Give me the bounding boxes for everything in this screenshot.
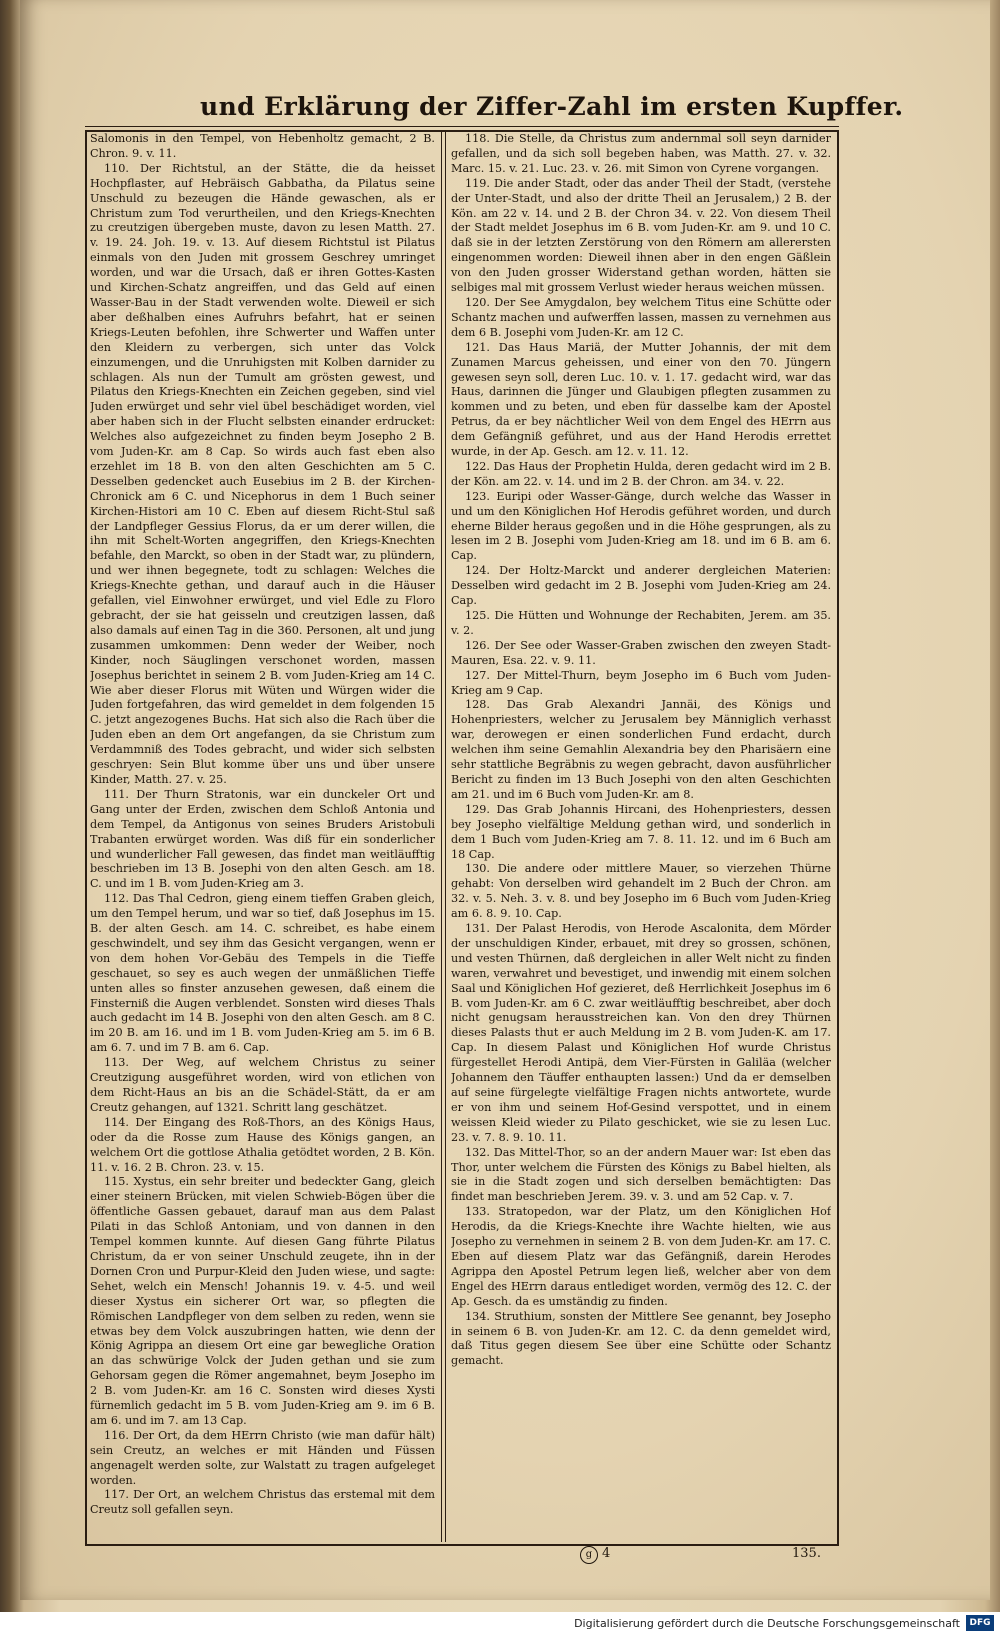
entry-129: 129. Das Grab Johannis Hircani, des Hohenpriesters, dessen bey Josepho vielfältige Meldung gethan wird, und sonderlich in dem 1 Buch vom Juden-Krieg am 7. 8. 11. 12. und im 6 Buch am 18 Cap. xyxy=(451,802,831,861)
entry-109-continuation: Salomonis in den Tempel, von Hebenholtz gemacht, 2 B. Chron. 9. v. 11. xyxy=(90,132,435,160)
page-number: 135. xyxy=(792,1546,821,1561)
signature-letter: g xyxy=(580,1546,598,1564)
column-divider xyxy=(441,130,442,1542)
entry-118: 118. Die Stelle, da Christus zum andernmal soll seyn darnider gefallen, und da sich soll begeben haben, was Matth. 27. v. 32. Marc. 15. v. 21. Luc. 23. v. 26. mit Simon von Cyrene vorgangen. xyxy=(451,132,831,175)
page-header-title: und Erklärung der Ziffer-Zahl im ersten Kupffer. xyxy=(200,92,904,121)
top-rule xyxy=(85,126,839,127)
dfg-logo-icon: DFG xyxy=(966,1615,994,1631)
left-column xyxy=(90,132,435,1540)
entry-112: 112. Das Thal Cedron, gieng einem tieffen Graben gleich, um den Tempel herum, und war so tief, daß Josephus im 15. B. der alten Gesch. am 14. C. schreibet, es habe einem geschwindelt, und sey ihm das Gesicht vergangen, wenn er von dem hohen Vor-Gebäu des Tempels in die Tieffe geschauet, so sey es auch wegen der unmäßlichen Tieffe unten alles so finster anzusehen gewesen, daß einem die Finsterniß die Augen verblendet. Sonsten wird dieses Thals auch gedacht im 14 B. Josephi von den alten Gesch. am 8 C. im 20 B. am 16. und im 1 B. vom Juden-Krieg am 5. im 6 B. am 6. 7. und im 7 B. am 6. Cap. xyxy=(90,892,435,1055)
entry-123: 123. Euripi oder Wasser-Gänge, durch welche das Wasser in und um den Königlichen Hof Herodis geführet worden, und durch eherne Bilder heraus gegoßen und in die Höhe gesprungen, als zu lesen im 2 B. Josephi vom Juden-Krieg am 18. und im 6 B. am 6. Cap. xyxy=(451,489,831,563)
entry-113: 113. Der Weg, auf welchem Christus zu seiner Creutzigung ausgeführet worden, wird von etlichen von dem Richt-Haus an bis an die Schädel-Stätt, da er am Creutz gehangen, auf 1321. Schritt lang geschätzet. xyxy=(90,1056,435,1114)
entry-116: 116. Der Ort, da dem HErrn Christo (wie man dafür hält) sein Creutz, an welches er mit Händen und Füssen angenagelt werden solte, zur Walstatt zu tragen aufgeleget worden. xyxy=(90,1428,435,1487)
entry-119: 119. Die ander Stadt, oder das ander Theil der Stadt, (verstehe der Unter-Stadt, und also der dritte Theil an Jerusalem,) 2 B. der Kön. am 22 v. 14. und 2 B. der Chron 34. v. 22. Von diesem Theil der Stadt meldet Josephus im 6 B. vom Juden-Kr. am 9. und 10 C. daß sie in der letzten Zerstörung von den Römern am allerersten eingenommen worden: Dieweil ihnen aber in den engen Gäßlein von den Juden grosser Widerstand gethan worden, hätten sie selbiges mal mit grossem Verlust wieder heraus weichen müssen. xyxy=(451,176,831,295)
entry-127: 127. Der Mittel-Thurn, beym Josepho im 6 Buch vom Juden-Krieg am 9 Cap. xyxy=(451,668,831,697)
digitization-bar xyxy=(0,1612,1000,1636)
digitization-note: Digitalisierung gefördert durch die Deutsche Forschungsgemeinschaft xyxy=(574,1617,960,1630)
signature-mark xyxy=(580,1546,610,1566)
entry-131: 131. Der Palast Herodis, von Herode Ascalonita, dem Mörder der unschuldigen Kinder, erbauet, mit drey so grossen, schönen, und vesten Thürnen, daß dergleichen in aller Welt nicht zu finden waren, verwahret und bevestiget, und inwendig mit einem solchen Saal und Königlichen Hof gezieret, deß Herrlichkeit Josephus im 6 B. vom Juden-Kr. am 6 C. zwar weitläufftig beschreibet, aber doch nicht genugsam herausstreichen kan. Von den drey Thürnen dieses Palasts thut er auch Meldung im 2 B. vom Juden-K. am 17. Cap. In diesem Palast und Königlichen Hof wurde Christus fürgestellet Herodi Antipä, dem Vier-Fürsten in Galiläa (welcher Johannem den Täuffer enthaupten lassen:) Und da er demselben auf seine fürgelegte vielfältige Fragen nichts antwortete, wurde er von ihm und seinem Hof-Gesind verspottet, und in einem weissen Kleid wieder zu Pilato geschicket, wie sie zu lesen Luc. 23. v. 7. 8. 9. 10. 11. xyxy=(451,922,831,1144)
entry-117: 117. Der Ort, an welchem Christus das erstemal mit dem Creutz soll gefallen seyn. xyxy=(90,1488,435,1517)
entry-122: 122. Das Haus der Prophetin Hulda, deren gedacht wird im 2 B. der Kön. am 22. v. 14. und im 2 B. der Chron. am 34. v. 22. xyxy=(451,459,831,488)
entry-132: 132. Das Mittel-Thor, so an der andern Mauer war: Ist eben das Thor, unter welchem die Fürsten des Königs zu Babel hielten, als sie in die Stadt zogen und sich derselben bemächtigten: Das findet man beschrieben Jerem. 39. v. 3. und am 52 Cap. v. 7. xyxy=(451,1145,831,1204)
entry-124: 124. Der Holtz-Marckt und anderer dergleichen Materien: Desselben wird gedacht im 2 B. Josephi vom Juden-Krieg am 24. Cap. xyxy=(451,564,831,608)
right-column xyxy=(451,132,831,1540)
entry-125: 125. Die Hütten und Wohnunge der Rechabiten, Jerem. am 35. v. 2. xyxy=(451,609,831,637)
column-divider-inner xyxy=(445,130,446,1542)
entry-120: 120. Der See Amygdalon, bey welchem Titus eine Schütte oder Schantz machen und aufwerffen lassen, massen zu vernehmen aus dem 6 B. Josephi vom Juden-Kr. am 12 C. xyxy=(451,295,831,339)
signature-number: 4 xyxy=(602,1546,611,1561)
entry-121: 121. Das Haus Mariä, der Mutter Johannis, der mit dem Zunamen Marcus geheissen, und einer von den 70. Jüngern gewesen seyn soll, deren Luc. 10. v. 1. 17. gedacht wird, war das Haus, darinnen die Jünger und Glaubigen pflegten zusammen zu kommen und zu beten, und eben für dasselbe kam der Apostel Petrus, da er bey nächtlicher Weil von dem Engel des HErrn aus dem Gefängniß geführet, und aus der Hand Herodis errettet wurde, in der Ap. Gesch. am 12. v. 11. 12. xyxy=(451,340,831,459)
entry-111: 111. Der Thurn Stratonis, war ein dunckeler Ort und Gang unter der Erden, zwischen dem Schloß Antonia und dem Tempel, da Antigonus von seines Bruders Aristobuli Trabanten erwürget worden. Was diß für ein sonderlicher und wunderlicher Fall gewesen, das findet man weitläufftig beschrieben im 13 B. Josephi von den alten Gesch. am 18. C. und im 1 B. vom Juden-Krieg am 3. xyxy=(90,787,435,891)
entry-115: 115. Xystus, ein sehr breiter und bedeckter Gang, gleich einer steinern Brücken, mit vielen Schwieb-Bögen über die öffentliche Gassen gebauet, darauf man aus dem Palast Pilati in das Schloß Antoniam, und von dannen in den Tempel kommen kunnte. Auf diesen Gang führte Pilatus Christum, da er von seiner Unschuld zeugete, ihn in der Dornen Cron und Purpur-Kleid den Juden wiese, und sagte: Sehet, welch ein Mensch! Johannis 19. v. 4-5. und weil dieser Xystus ein sicherer Ort war, so pflegten die Römischen Landpfleger von dem selben zu reden, wenn sie etwas bey dem Volck auszubringen hatten, wie denn der König Agrippa an diesem Ort eine gar bewegliche Oration an das schwürige Volck der Juden gethan und sie zum Gehorsam gegen die Römer angemahnet, beym Josepho im 2 B. vom Juden-Kr. am 16 C. Sonsten wird dieses Xysti fürnemlich gedacht im 5 B. vom Juden-Krieg am 9. im 6 B. am 6. und im 7. am 13 Cap. xyxy=(90,1175,435,1427)
entry-126: 126. Der See oder Wasser-Graben zwischen den zweyen Stadt-Mauren, Esa. 22. v. 9. 11. xyxy=(451,638,831,667)
entry-133: 133. Stratopedon, war der Platz, um den Königlichen Hof Herodis, da die Kriegs-Knechte ihre Wachte hielten, wie aus Josepho zu vernehmen in seinem 2 B. von dem Juden-Kr. am 17. C. Eben auf diesem Platz war das Gefängniß, darein Herodes Agrippa den Apostel Petrum legen ließ, welcher aber von dem Engel des HErrn daraus entlediget worden, vermög des 12. C. der Ap. Gesch. da es umständig zu finden. xyxy=(451,1205,831,1308)
entry-110: 110. Der Richtstul, an der Stätte, die da heisset Hochpflaster, auf Hebräisch Gabbatha, da Pilatus seine Unschuld zu bezeugen die Hände gewaschen, als er Christum zum Tod verurtheilen, und den Kriegs-Knechten zu creutzigen übergeben muste, davon zu lesen Matth. 27. v. 19. 24. Joh. 19. v. 13. Auf diesem Richtstul ist Pilatus einmals von den Juden mit grossem Geschrey umringet worden, und war die Ursach, daß er ihren Gottes-Kasten und Kirchen-Schatz angreiffen, und das Geld auf einen Wasser-Bau in der Stadt verwenden wolte. Dieweil er sich aber deßhalben eines Aufruhrs befahrt, hat er seinen Kriegs-Leuten befohlen, ihre Schwerter und Waffen unter den Kleidern zu verbergen, sich unter das Volck einzumengen, und die Unruhigsten mit Kolben darnider zu schlagen. Als nun der Tumult am grösten gewest, und Pilatus den Kriegs-Knechten ein Zeichen gegeben, sind viel Juden erwürget und sehr viel übel beschädiget worden, viel aber haben sich in der Flucht selbsten einander erdrucket: Welches also aufgezeichnet zu finden beym Josepho 2 B. vom Juden-Kr. am 8 Cap. So wirds auch fast eben also erzehlet im 18 B. von den alten Geschichten am 5 C. Desselben gedencket auch Eusebius im 2 B. der Kirchen-Chronick am 6 C. und Nicephorus in dem 1 Buch seiner Kirchen-Histori am 10 C. Eben auf diesem Richt-Stul saß der Landpfleger Gessius Florus, da er um derer willen, die ihn mit Schelt-Worten angegriffen, den Kriegs-Knechten befahle, den Marckt, so oben in der Stadt war, zu plündern, und wer ihnen begegnete, todt zu schlagen: Welches die Kriegs-Knechte gethan, und darauf auch in die Häuser gefallen, viel Einwohner erwürget, und viel Edle zu Floro gebracht, der sie hat geisseln und creutzigen lassen, daß also damals auf einen Tag in die 360. Personen, alt und jung zusammen umkommen: Denn weder der Weiber, noch Kinder, noch Säuglingen verschonet worden, massen Josephus berichtet in seinem 2 B. vom Juden-Krieg am 14 C. Wie aber dieser Florus mit Wüten und Würgen wider die Juden fortgefahren, das wird gemeldet in dem folgenden 15 C. jetzt angezogenes Buchs. Hat sich also die Rach über die Juden eben an dem Ort angefangen, da sie Christum zum Verdammniß des Todes gebracht, und wider sich selbsten geschryen: Sein Blut komme über uns und über unsere Kinder, Matth. 27. v. 25. xyxy=(90,161,435,786)
entry-114: 114. Der Eingang des Roß-Thors, an des Königs Haus, oder da die Rosse zum Hause des Königs gangen, an welchem Ort die gottlose Athalia getödtet worden, 2 B. Kön. 11. v. 16. 2 B. Chron. 23. v. 15. xyxy=(90,1115,435,1174)
entry-128: 128. Das Grab Alexandri Jannäi, des Königs und Hohenpriesters, welcher zu Jerusalem bey Männiglich verhasst war, derowegen er einen sonderlichen Fund erdacht, durch welchen ihm seine Gemahlin Alexandria bey den Pharisäern eine sehr stattliche Begräbnis zu wegen gebracht, davon ausführlicher Bericht zu finden im 13 Buch Josephi von den alten Geschichten am 21. und im 6 Buch vom Juden-Kr. am 8. xyxy=(451,698,831,801)
entry-134: 134. Struthium, sonsten der Mittlere See genannt, bey Josepho in seinem 6 B. von Juden-Kr. am 12. C. da denn gemeldet wird, daß Titus gegen diesem See über eine Schütte oder Schantz gemacht. xyxy=(451,1309,831,1368)
entry-130: 130. Die andere oder mittlere Mauer, so vierzehen Thürne gehabt: Von derselben wird gehandelt im 2 Buch der Chron. am 32. v. 5. Neh. 3. v. 8. und bey Josepho im 6 Buch vom Juden-Krieg am 6. 8. 9. 10. Cap. xyxy=(451,862,831,921)
